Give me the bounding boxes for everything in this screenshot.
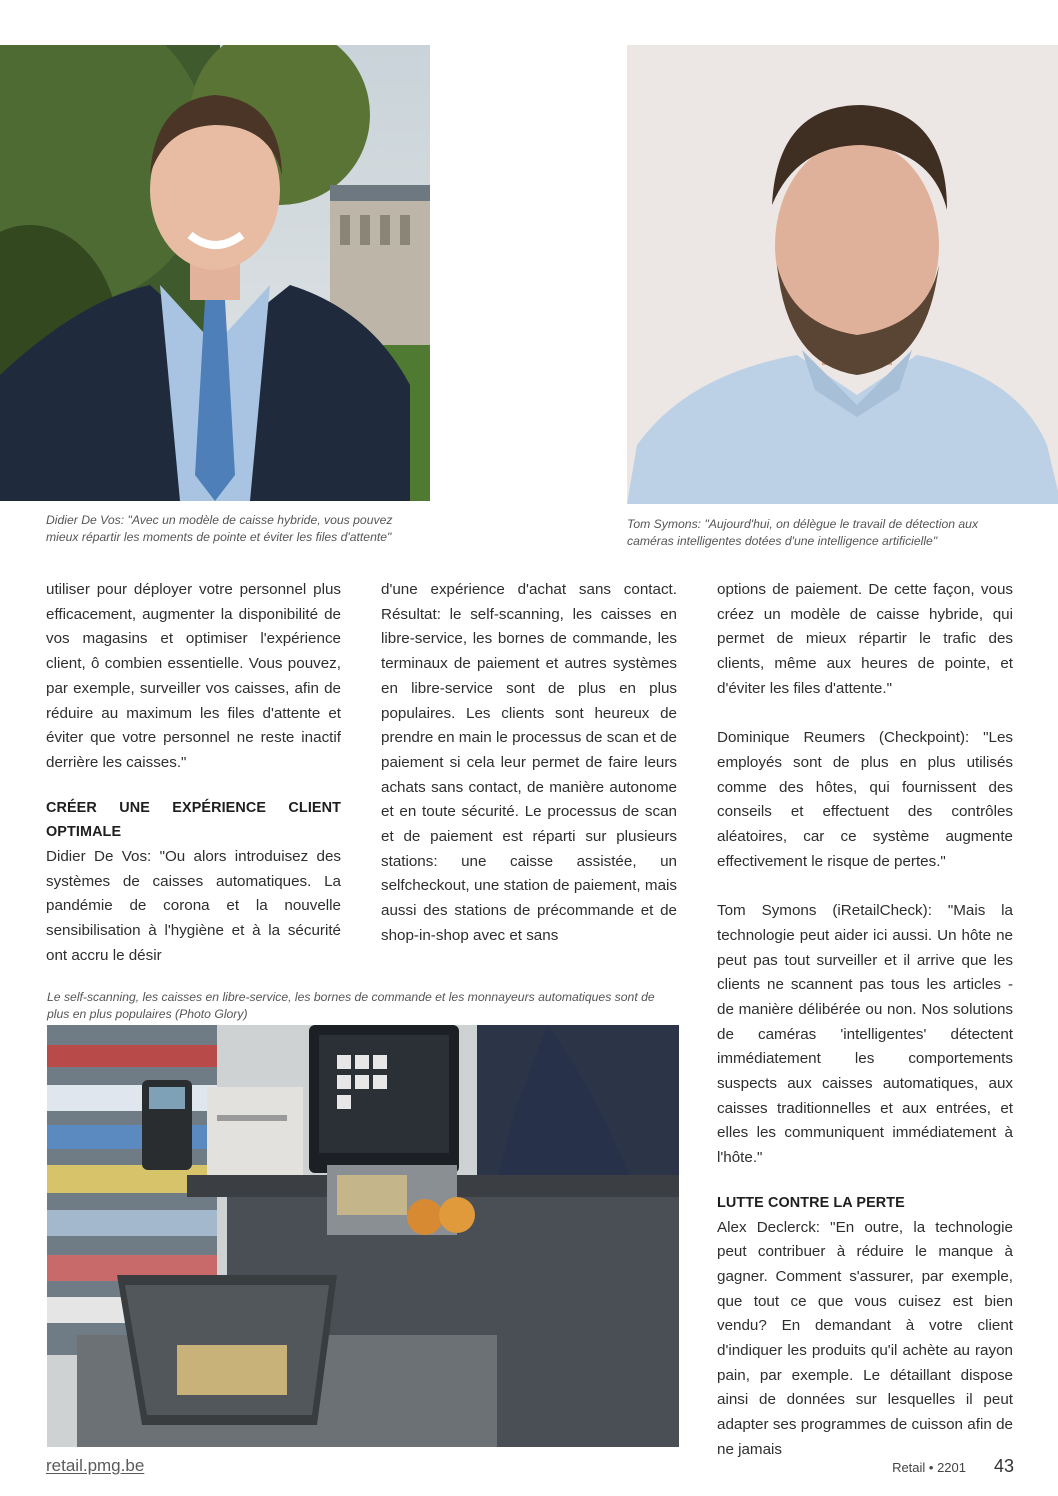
- photo-self-checkout: [47, 1025, 679, 1447]
- article-column-2: [381, 578, 677, 949]
- caption-line: mieux répartir les moments de pointe et éviter les files d'attente": [46, 530, 392, 544]
- caption-line: plus en plus populaires (Photo Glory): [47, 1007, 248, 1021]
- caption-line: caméras intelligentes dotées d'une intelligence artificielle": [627, 534, 938, 548]
- paragraph: Didier De Vos: "Ou alors introduisez des systèmes de caisses automatiques. La pandémie de corona et la nouvelle sensibilisation à l'hygiène et à la sécurité ont accru le désir: [46, 848, 341, 964]
- footer-website-link[interactable]: retail.pmg.be: [46, 1456, 145, 1475]
- caption-line: Didier De Vos: "Avec un modèle de caisse hybride, vous pouvez: [46, 513, 393, 527]
- photo-tom-symons: [627, 45, 1058, 504]
- section-heading: CRÉER UNE EXPÉRIENCE CLIENT OPTIMALE: [46, 799, 341, 841]
- paragraph: Dominique Reumers (Checkpoint): "Les employés sont de plus en plus utilisés comme des hôtes, qui fournissent des conseils et effectuent des contrôles aléatoires, car ce système augmente effectivement le risque de pertes.": [717, 729, 1013, 870]
- article-column-1: [46, 578, 341, 969]
- caption-line: Le self-scanning, les caisses en libre-service, les bornes de commande et les monnayeurs automatiques sont de: [47, 990, 655, 1004]
- paragraph: Tom Symons (iRetailCheck): "Mais la technologie peut aider ici aussi. Un hôte ne peut pas tout surveiller et il arrive que les clients ne scannent pas tous les articles - de manière délibérée ou non. Nos solutions de caméras 'intelligentes' détectent immédiatement les comportements suspects aux caisses automatiques, aux caisses traditionnelles et aux entrées, et elles les communiquent immédiatement à l'hôte.": [717, 902, 1013, 1167]
- caption-tom-symons: [627, 516, 1047, 550]
- footer-issue: Retail • 2201: [892, 1460, 966, 1475]
- page-number: 43: [993, 1456, 1014, 1476]
- paragraph: d'une expérience d'achat sans contact. Résultat: le self-scanning, les caisses en libre-service, les bornes de commande, les terminaux de paiement et autres systèmes en libre-service sont de plus en plus populaires. Les clients sont heureux de prendre en main le processus de scan et de paiement si cela leur permet de faire leurs achats sans contact, de manière autonome et en toute sécurité. Le processus de scan et de paiement est réparti sur plusieurs stations: une caisse assistée, un selfcheckout, une station de paiement, mais aussi des stations de précommande et de shop-in-shop avec et sans: [381, 581, 677, 944]
- caption-self-checkout: [47, 989, 687, 1023]
- article-column-3: [717, 578, 1013, 1463]
- photo-didier-de-vos: [0, 45, 430, 501]
- caption-didier-de-vos: [46, 512, 426, 546]
- section-heading: LUTTE CONTRE LA PERTE: [717, 1194, 905, 1211]
- paragraph: utiliser pour déployer votre personnel plus efficacement, augmenter la disponibilité de vos magasins et optimiser l'expérience client, ô combien essentielle. Vous pouvez, par exemple, surveiller vos caisses, afin de réduire au maximum les files d'attente et éviter que votre personnel ne reste inactif derrière les caisses.": [46, 581, 341, 771]
- paragraph: options de paiement. De cette façon, vous créez un modèle de caisse hybride, qui permet de mieux répartir le trafic des clients, même aux heures de pointe, et d'éviter les files d'attente.": [717, 581, 1013, 697]
- paragraph: Alex Declerck: "En outre, la technologie peut contribuer à réduire le manque à gagner. Comment s'assurer, par exemple, que tout ce que vous cuisez est bien vendu? En demandant à votre client d'indiquer les produits qu'il achète au rayon pain, par exemple. Le détaillant dispose ainsi de données sur lesquelles il peut adapter ses programmes de cuisson afin de ne jamais: [717, 1218, 1013, 1458]
- caption-line: Tom Symons: "Aujourd'hui, on délègue le travail de détection aux: [627, 517, 979, 531]
